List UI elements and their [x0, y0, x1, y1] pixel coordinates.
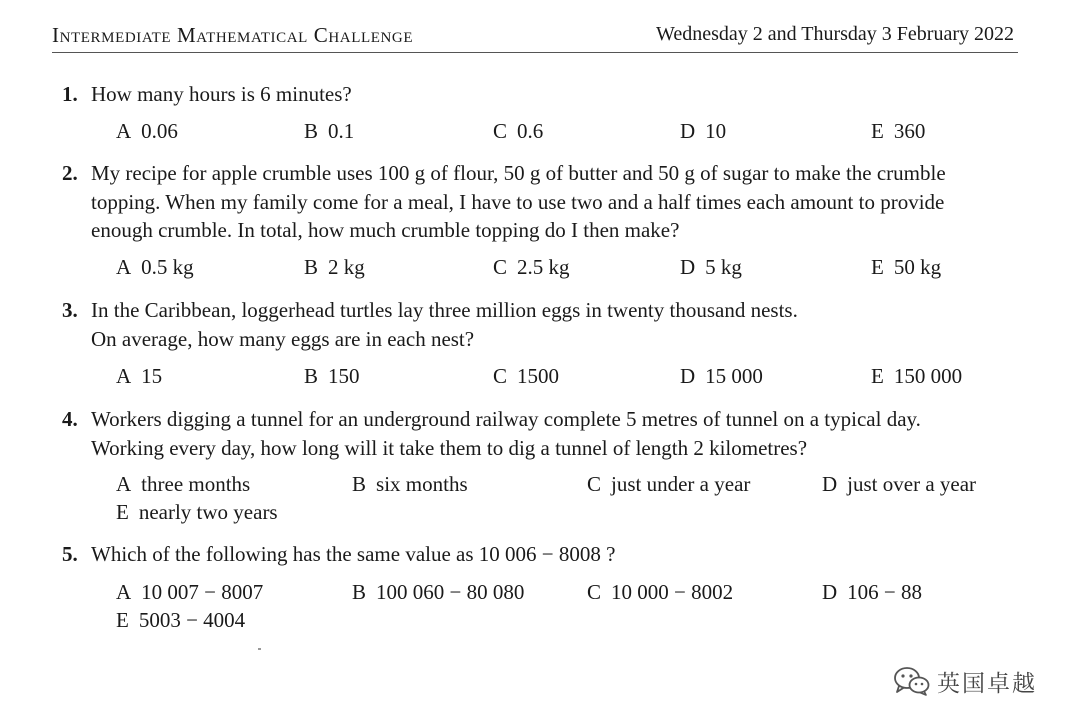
question-number: 1.	[62, 82, 78, 106]
question-line: topping. When my family come for a meal, I have to use two and a half times each amount to provide	[91, 189, 945, 214]
option-text: 150 000	[893, 364, 963, 388]
option-text: just under a year	[611, 472, 751, 496]
option-text: 150	[328, 364, 360, 388]
option-c	[493, 255, 570, 280]
option-letter: A	[116, 580, 132, 604]
option-a	[116, 119, 178, 144]
option-text: six months	[376, 472, 468, 496]
option-letter: C	[587, 580, 602, 604]
option-c	[587, 472, 750, 497]
question-text	[91, 296, 1026, 353]
option-letter: B	[352, 472, 367, 496]
option-text: just over a year	[847, 472, 977, 496]
question-text	[91, 159, 1026, 245]
option-letter: B	[304, 255, 319, 279]
option-text: 0.6	[517, 119, 544, 143]
option-text: 106 − 88	[847, 580, 923, 604]
option-text: 10	[705, 119, 727, 143]
header-title: Intermediate Mathematical Challenge	[52, 23, 414, 47]
option-text: 2.5 kg	[517, 255, 570, 279]
question-line: Working every day, how long will it take them to dig a tunnel of length 2 kilometres?	[91, 435, 808, 460]
question-line: On average, how many eggs are in each nest?	[91, 326, 475, 351]
option-a	[116, 364, 162, 389]
option-letter: C	[493, 255, 508, 279]
option-text: 15	[141, 364, 163, 388]
option-text: 5 kg	[705, 255, 742, 279]
option-text: 2 kg	[328, 255, 365, 279]
option-c	[587, 580, 733, 605]
question-text	[91, 405, 1026, 462]
option-text: nearly two years	[138, 500, 278, 524]
option-c	[493, 364, 559, 389]
option-text: 50 kg	[893, 255, 942, 279]
option-letter: A	[116, 255, 132, 279]
option-a	[116, 472, 250, 497]
option-d	[680, 119, 726, 144]
question-number: 4.	[62, 407, 78, 431]
option-letter: E	[871, 119, 884, 143]
option-d	[680, 255, 742, 280]
question-line: Workers digging a tunnel for an underground railway complete 5 metres of tunnel on a typical day.	[91, 407, 921, 431]
option-b	[304, 255, 365, 280]
option-text: three months	[141, 472, 251, 496]
option-text: 10 007 − 8007	[141, 580, 264, 604]
option-b	[304, 119, 354, 144]
question-text	[91, 80, 1026, 109]
option-letter: D	[822, 580, 838, 604]
option-letter: C	[493, 119, 508, 143]
wechat-icon	[893, 666, 931, 701]
option-b	[304, 364, 360, 389]
option-letter: B	[304, 364, 319, 388]
option-c	[493, 119, 543, 144]
option-d	[680, 364, 763, 389]
option-text: 1500	[517, 364, 560, 388]
option-e	[871, 255, 941, 280]
question-line: My recipe for apple crumble uses 100 g of flour, 50 g of butter and 50 g of sugar to make the crumble	[91, 161, 946, 185]
option-letter: E	[116, 608, 129, 632]
header-date: Wednesday 2 and Thursday 3 February 2022	[656, 23, 1014, 45]
option-letter: D	[822, 472, 838, 496]
option-e	[116, 500, 278, 525]
option-letter: E	[871, 255, 884, 279]
question-number: 3.	[62, 298, 78, 322]
page-header	[52, 20, 1018, 53]
option-letter: A	[116, 119, 132, 143]
option-e	[871, 364, 962, 389]
option-letter: E	[116, 500, 129, 524]
option-text: 100 060 − 80 080	[376, 580, 525, 604]
option-letter: C	[493, 364, 508, 388]
question-text	[91, 540, 1026, 569]
option-letter: E	[871, 364, 884, 388]
option-letter: D	[680, 119, 696, 143]
option-b	[352, 580, 524, 605]
question-line: How many hours is 6 minutes?	[91, 82, 352, 106]
option-text: 0.1	[328, 119, 355, 143]
option-letter: C	[587, 472, 602, 496]
option-text: 0.06	[141, 119, 178, 143]
option-letter: D	[680, 255, 696, 279]
option-text: 5003 − 4004	[138, 608, 246, 632]
watermark-text: 英国卓越	[937, 671, 1037, 697]
option-text: 0.5 kg	[141, 255, 194, 279]
option-text: 15 000	[705, 364, 763, 388]
option-e	[116, 608, 245, 633]
option-a	[116, 255, 194, 280]
option-a	[116, 580, 263, 605]
option-d	[822, 580, 922, 605]
option-d	[822, 472, 976, 497]
option-letter: B	[352, 580, 367, 604]
option-b	[352, 472, 468, 497]
option-text: 10 000 − 8002	[611, 580, 734, 604]
question-line: Which of the following has the same value as 10 006 − 8008 ?	[91, 542, 616, 566]
option-e	[871, 119, 925, 144]
question-number: 5.	[62, 542, 78, 566]
option-letter: D	[680, 364, 696, 388]
watermark	[893, 664, 1053, 698]
option-text: 360	[893, 119, 926, 143]
question-number: 2.	[62, 161, 78, 185]
scan-speck	[258, 648, 261, 650]
question-line: enough crumble. In total, how much crumble topping do I then make?	[91, 218, 680, 242]
option-letter: A	[116, 364, 132, 388]
question-line: In the Caribbean, loggerhead turtles lay three million eggs in twenty thousand nests.	[91, 298, 798, 322]
option-letter: B	[304, 119, 319, 143]
option-letter: A	[116, 472, 132, 496]
